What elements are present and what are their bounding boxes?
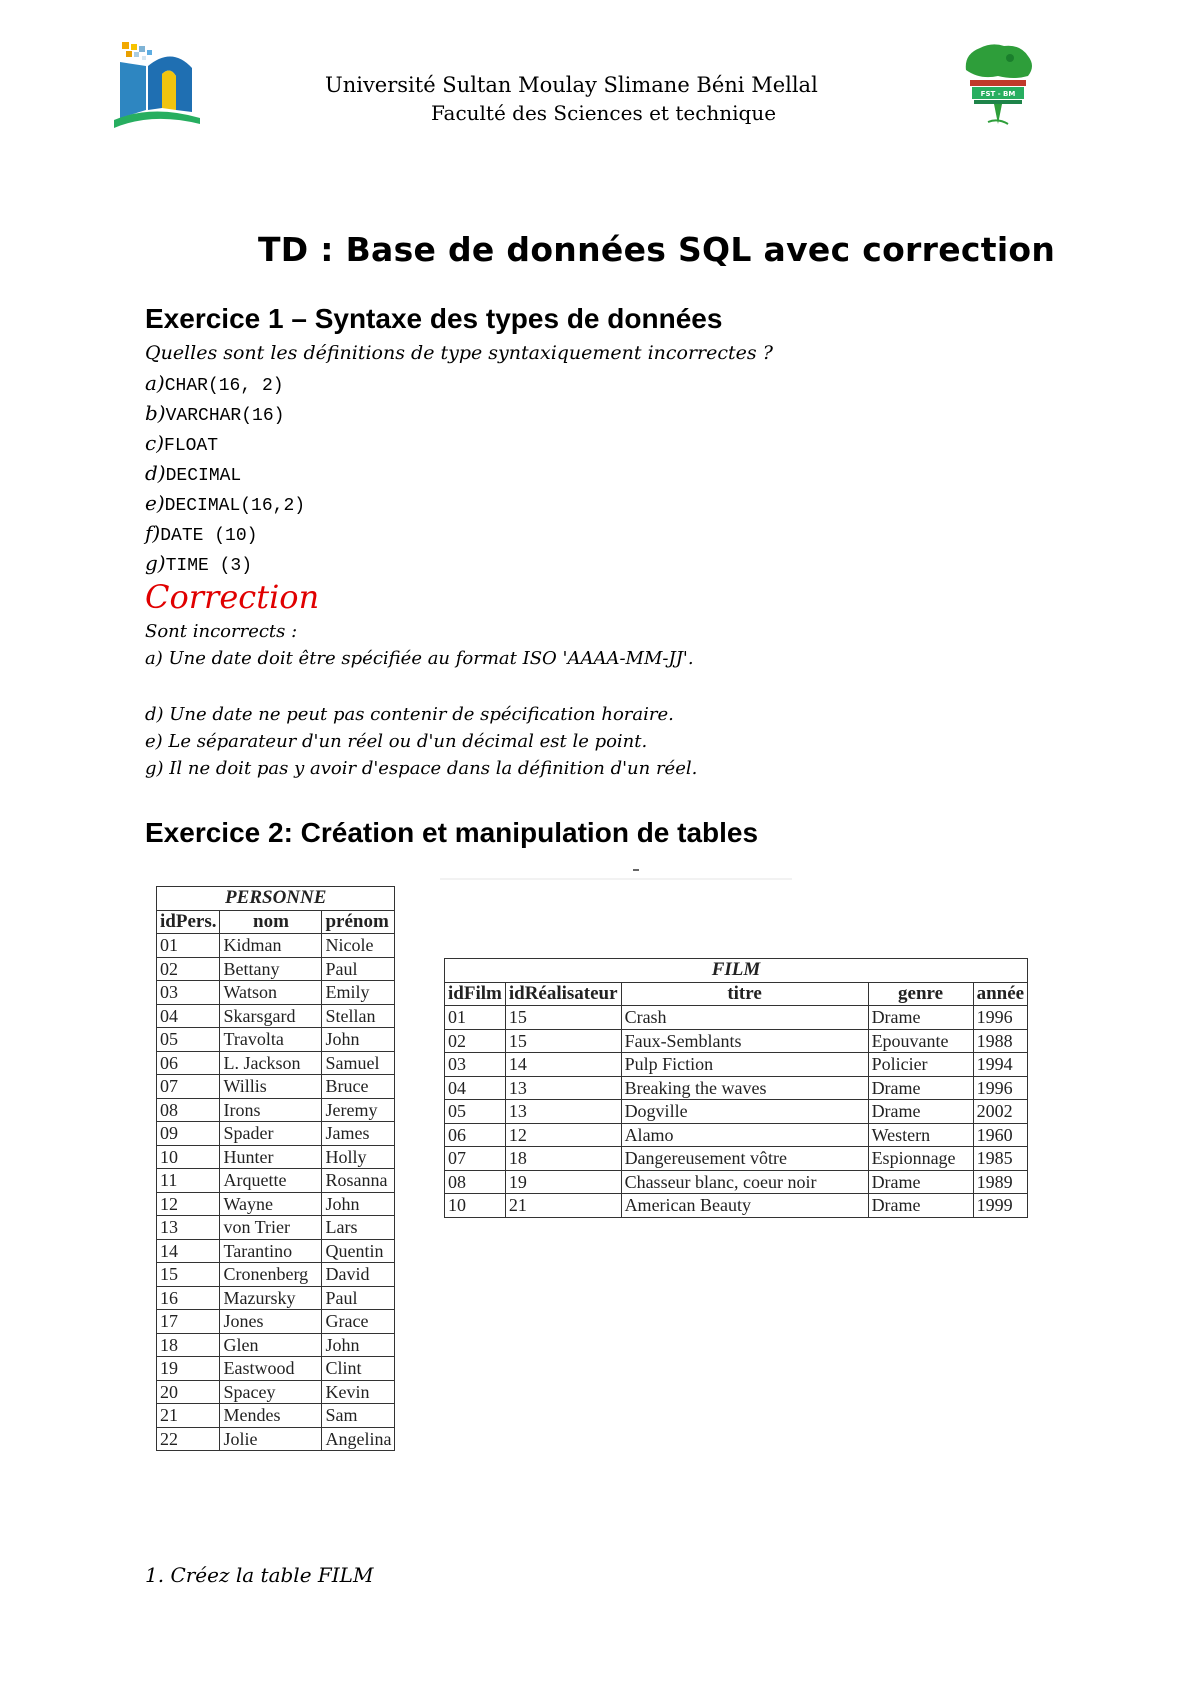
film-cell: 04: [445, 1076, 506, 1100]
personne-cell: 13: [157, 1216, 220, 1240]
film-cell: 13: [505, 1076, 621, 1100]
film-header-titre: titre: [621, 982, 868, 1006]
film-cell: Drame: [868, 1100, 973, 1124]
personne-cell: 15: [157, 1263, 220, 1287]
personne-cell: Irons: [220, 1098, 322, 1122]
film-cell: 05: [445, 1100, 506, 1124]
film-row: [445, 1029, 1028, 1053]
personne-cell: Jones: [220, 1310, 322, 1334]
personne-cell: Skarsgard: [220, 1004, 322, 1028]
personne-row: [157, 1004, 395, 1028]
personne-row: [157, 1357, 395, 1381]
personne-cell: 22: [157, 1427, 220, 1451]
image-frame-edge: [440, 878, 792, 880]
film-header-annee: année: [973, 982, 1028, 1006]
personne-cell: 05: [157, 1028, 220, 1052]
personne-row: [157, 1098, 395, 1122]
film-cell: Crash: [621, 1006, 868, 1030]
film-row: [445, 1194, 1028, 1218]
personne-cell: Tarantino: [220, 1239, 322, 1263]
faculty-logo: [958, 40, 1038, 132]
film-cell: 1989: [973, 1170, 1028, 1194]
personne-row: [157, 1051, 395, 1075]
personne-cell: 16: [157, 1286, 220, 1310]
film-row: [445, 1147, 1028, 1171]
university-name: Université Sultan Moulay Slimane Béni Mellal: [325, 73, 818, 97]
faculty-logo-text: FST - BM: [980, 90, 1016, 98]
personne-cell: Paul: [322, 957, 395, 981]
university-logo: [112, 40, 204, 130]
personne-cell: Holly: [322, 1145, 395, 1169]
film-cell: American Beauty: [621, 1194, 868, 1218]
document-title: TD : Base de données SQL avec correction: [258, 230, 1056, 269]
film-cell: 1996: [973, 1006, 1028, 1030]
film-cell: 06: [445, 1123, 506, 1147]
film-cell: 10: [445, 1194, 506, 1218]
personne-cell: Paul: [322, 1286, 395, 1310]
personne-cell: L. Jackson: [220, 1051, 322, 1075]
personne-header-nom: nom: [220, 910, 322, 934]
correction-line-e: e) Le séparateur d'un réel ou d'un décimal est le point.: [145, 731, 648, 752]
film-caption: FILM: [445, 959, 1028, 983]
personne-cell: 18: [157, 1333, 220, 1357]
personne-cell: Rosanna: [322, 1169, 395, 1193]
film-cell: Western: [868, 1123, 973, 1147]
film-row: [445, 1053, 1028, 1077]
dash-mark: [633, 869, 639, 871]
personne-cell: Emily: [322, 981, 395, 1005]
personne-row: [157, 1380, 395, 1404]
personne-row: [157, 1427, 395, 1451]
exercise1-title: Exercice 1 – Syntaxe des types de données: [145, 303, 723, 334]
personne-cell: Clint: [322, 1357, 395, 1381]
film-body: [445, 1006, 1028, 1218]
personne-cell: Hunter: [220, 1145, 322, 1169]
personne-cell: 21: [157, 1404, 220, 1428]
film-cell: 03: [445, 1053, 506, 1077]
film-cell: 15: [505, 1029, 621, 1053]
personne-cell: Sam: [322, 1404, 395, 1428]
film-cell: 07: [445, 1147, 506, 1171]
film-cell: Policier: [868, 1053, 973, 1077]
personne-cell: 11: [157, 1169, 220, 1193]
personne-row: [157, 981, 395, 1005]
personne-cell: 03: [157, 981, 220, 1005]
personne-cell: Stellan: [322, 1004, 395, 1028]
personne-row: [157, 957, 395, 981]
personne-row: [157, 934, 395, 958]
personne-cell: Willis: [220, 1075, 322, 1099]
option-a: a)CHAR(16, 2): [145, 371, 284, 396]
film-cell: Alamo: [621, 1123, 868, 1147]
film-cell: 21: [505, 1194, 621, 1218]
option-g: g)TIME (3): [145, 551, 253, 576]
personne-cell: Jolie: [220, 1427, 322, 1451]
film-cell: Drame: [868, 1170, 973, 1194]
personne-cell: John: [322, 1192, 395, 1216]
film-cell: 01: [445, 1006, 506, 1030]
personne-cell: 12: [157, 1192, 220, 1216]
option-f: f)DATE (10): [145, 521, 258, 546]
option-d: d)DECIMAL: [145, 461, 242, 486]
personne-caption: PERSONNE: [157, 887, 395, 911]
film-cell: 18: [505, 1147, 621, 1171]
personne-cell: 09: [157, 1122, 220, 1146]
film-cell: 1999: [973, 1194, 1028, 1218]
personne-cell: 01: [157, 934, 220, 958]
exercise2-title: Exercice 2: Création et manipulation de tables: [145, 817, 759, 848]
personne-row: [157, 1075, 395, 1099]
personne-cell: John: [322, 1028, 395, 1052]
film-cell: 12: [505, 1123, 621, 1147]
correction-line-a: a) Une date doit être spécifiée au format ISO 'AAAA-MM-JJ'.: [145, 648, 694, 669]
personne-cell: Lars: [322, 1216, 395, 1240]
film-cell: Dogville: [621, 1100, 868, 1124]
faculty-name: Faculté des Sciences et technique: [431, 101, 777, 125]
film-row: [445, 1123, 1028, 1147]
personne-row: [157, 1239, 395, 1263]
personne-cell: John: [322, 1333, 395, 1357]
personne-header-prenom: prénom: [322, 910, 395, 934]
personne-row: [157, 1169, 395, 1193]
personne-cell: 08: [157, 1098, 220, 1122]
personne-row: [157, 1333, 395, 1357]
personne-cell: Bruce: [322, 1075, 395, 1099]
personne-cell: Samuel: [322, 1051, 395, 1075]
personne-cell: 14: [157, 1239, 220, 1263]
personne-cell: Bettany: [220, 957, 322, 981]
correction-line-d: d) Une date ne peut pas contenir de spécification horaire.: [145, 704, 674, 725]
personne-cell: Travolta: [220, 1028, 322, 1052]
personne-cell: Eastwood: [220, 1357, 322, 1381]
personne-cell: Cronenberg: [220, 1263, 322, 1287]
film-cell: 13: [505, 1100, 621, 1124]
film-cell: 1988: [973, 1029, 1028, 1053]
film-cell: Breaking the waves: [621, 1076, 868, 1100]
personne-cell: 17: [157, 1310, 220, 1334]
personne-cell: Mazursky: [220, 1286, 322, 1310]
film-cell: Pulp Fiction: [621, 1053, 868, 1077]
film-cell: 08: [445, 1170, 506, 1194]
personne-cell: Kidman: [220, 934, 322, 958]
film-cell: 15: [505, 1006, 621, 1030]
personne-cell: Wayne: [220, 1192, 322, 1216]
personne-cell: Watson: [220, 981, 322, 1005]
film-header-idfilm: idFilm: [445, 982, 506, 1006]
film-cell: 1985: [973, 1147, 1028, 1171]
film-cell: Drame: [868, 1006, 973, 1030]
personne-cell: Jeremy: [322, 1098, 395, 1122]
personne-row: [157, 1028, 395, 1052]
personne-cell: 10: [157, 1145, 220, 1169]
film-cell: 19: [505, 1170, 621, 1194]
option-b: b)VARCHAR(16): [145, 401, 285, 426]
personne-cell: 19: [157, 1357, 220, 1381]
film-cell: Espionnage: [868, 1147, 973, 1171]
personne-cell: 20: [157, 1380, 220, 1404]
personne-table: [156, 886, 395, 1451]
personne-row: [157, 1404, 395, 1428]
film-table: [444, 958, 1028, 1218]
exercise1-question: Quelles sont les définitions de type syntaxiquement incorrectes ?: [145, 342, 773, 364]
film-row: [445, 1170, 1028, 1194]
correction-intro: Sont incorrects :: [145, 621, 298, 642]
personne-header-id: idPers.: [157, 910, 220, 934]
personne-cell: 02: [157, 957, 220, 981]
personne-cell: Grace: [322, 1310, 395, 1334]
personne-body: [157, 934, 395, 1451]
personne-cell: Glen: [220, 1333, 322, 1357]
film-header-genre: genre: [868, 982, 973, 1006]
personne-row: [157, 1310, 395, 1334]
film-cell: Epouvante: [868, 1029, 973, 1053]
personne-cell: David: [322, 1263, 395, 1287]
personne-row: [157, 1286, 395, 1310]
film-cell: Chasseur blanc, coeur noir: [621, 1170, 868, 1194]
option-e: e)DECIMAL(16,2): [145, 491, 306, 516]
personne-cell: James: [322, 1122, 395, 1146]
film-cell: 02: [445, 1029, 506, 1053]
personne-row: [157, 1122, 395, 1146]
film-cell: Dangereusement vôtre: [621, 1147, 868, 1171]
question-1: 1. Créez la table FILM: [145, 1563, 374, 1587]
personne-row: [157, 1145, 395, 1169]
personne-cell: Spacey: [220, 1380, 322, 1404]
film-cell: 1994: [973, 1053, 1028, 1077]
personne-cell: Quentin: [322, 1239, 395, 1263]
personne-cell: 07: [157, 1075, 220, 1099]
personne-cell: 04: [157, 1004, 220, 1028]
personne-cell: Angelina: [322, 1427, 395, 1451]
film-cell: Faux-Semblants: [621, 1029, 868, 1053]
personne-cell: 06: [157, 1051, 220, 1075]
film-cell: 2002: [973, 1100, 1028, 1124]
film-cell: 1996: [973, 1076, 1028, 1100]
correction-line-g: g) Il ne doit pas y avoir d'espace dans la définition d'un réel.: [145, 758, 698, 779]
correction-title: Correction: [145, 578, 320, 616]
personne-cell: Mendes: [220, 1404, 322, 1428]
film-row: [445, 1100, 1028, 1124]
personne-cell: von Trier: [220, 1216, 322, 1240]
film-header-idrealisateur: idRéalisateur: [505, 982, 621, 1006]
option-c: c)FLOAT: [145, 431, 219, 456]
film-row: [445, 1006, 1028, 1030]
personne-cell: Spader: [220, 1122, 322, 1146]
personne-cell: Nicole: [322, 934, 395, 958]
film-cell: 14: [505, 1053, 621, 1077]
film-cell: 1960: [973, 1123, 1028, 1147]
personne-row: [157, 1216, 395, 1240]
film-cell: Drame: [868, 1194, 973, 1218]
personne-cell: Kevin: [322, 1380, 395, 1404]
film-row: [445, 1076, 1028, 1100]
personne-row: [157, 1263, 395, 1287]
film-cell: Drame: [868, 1076, 973, 1100]
personne-row: [157, 1192, 395, 1216]
personne-cell: Arquette: [220, 1169, 322, 1193]
